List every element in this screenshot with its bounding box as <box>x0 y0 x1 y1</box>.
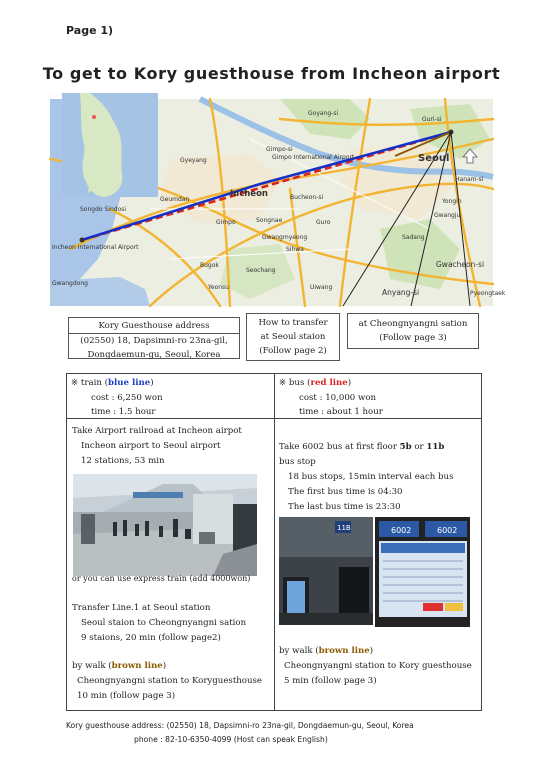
train-cost: cost : 6,250 won <box>91 393 163 403</box>
map-label-yongin: Yongin <box>442 198 462 205</box>
train-step1-detail2: 12 stations, 53 min <box>81 456 165 466</box>
map-label-incheon-airport: Incheon International Airport <box>52 244 139 251</box>
map-label-gimpo-airport: Gimpo International Airport <box>272 154 355 161</box>
train-step2-detail1: Seoul staion to Cheongnyangni sation <box>81 618 247 628</box>
brown-line-label-bus: brown line <box>318 646 370 656</box>
bus-gate-11b: 11b <box>426 442 445 452</box>
map-label-guri: Guri-si <box>422 116 442 123</box>
seoul-transfer-line2: at Seoul staion <box>260 332 326 342</box>
red-line-label: red line <box>310 378 348 388</box>
train-step2-title: Transfer Line.1 at Seoul station <box>72 603 211 613</box>
route-table <box>66 373 482 711</box>
bus-detail1: 18 bus stops, 15min interval each bus <box>288 472 454 482</box>
bus-time: time : about 1 hour <box>299 407 383 417</box>
map-label-guro: Guro <box>316 219 331 226</box>
bus-cost: cost : 10,000 won <box>299 393 377 403</box>
map-label-gwacheon: Gwacheon-si <box>436 260 485 269</box>
footer-phone: phone : 82-10-6350-4099 (Host can speak English) <box>134 735 328 744</box>
address-callout-line2: Dongdaemun-gu, Seoul, Korea <box>87 350 221 360</box>
train-walk-detail2: 10 min (follow page 3) <box>77 691 176 701</box>
train-walk-heading: by walk (brown line) <box>72 661 167 671</box>
map-label-sihwa: Sihwa <box>286 246 304 253</box>
bus-stop-sign-11b: 11B <box>337 524 351 532</box>
map-label-uiwang: Uiwang <box>310 284 333 291</box>
cheongnyangni-line1: at Cheongnyangni sation <box>358 319 468 329</box>
train-walk-detail1: Cheongnyangni station to Koryguesthouse <box>77 676 263 686</box>
map-label-gwangmyeong: Gwangmyeong <box>262 234 308 241</box>
seoul-transfer-line3: (Follow page 2) <box>259 346 327 356</box>
train-step1-detail1: Incheon airport to Seoul airport <box>81 441 221 451</box>
map-label-gimpo: Gimpo-si <box>266 146 293 153</box>
bus-walk-heading: by walk (brown line) <box>279 646 374 656</box>
page-label: Page 1) <box>66 24 114 37</box>
bus-screen-route-b: 6002 <box>437 526 458 535</box>
bus-detail2: The first bus time is 04:30 <box>288 487 403 497</box>
train-heading: ※ train (blue line) <box>71 378 154 388</box>
bus-gate-5b: 5b <box>399 442 412 452</box>
map-label-bugok: Bugok <box>200 262 219 269</box>
train-step2-detail2: 9 staions, 20 min (follow page2) <box>81 633 221 643</box>
map-label-songnae: Songnae <box>256 217 283 224</box>
bus-walk-detail2: 5 min (follow page 3) <box>284 676 377 686</box>
map-label-seoul: Seoul <box>418 153 450 164</box>
bus-walk-detail1: Cheongnyangni station to Kory guesthouse <box>284 661 472 671</box>
cheongnyangni-line2: (Follow page 3) <box>379 333 447 343</box>
map-label-hanam: Hanam-si <box>455 176 484 183</box>
address-callout-line1: (02550) 18, Dapsimni-ro 23na-gil, <box>80 336 228 346</box>
bus-take-line1: Take 6002 bus at first floor 5b or 11b <box>279 442 445 452</box>
map-label-sadang: Sadang <box>402 234 425 241</box>
map-label-geumdan: Geumdan <box>160 196 190 203</box>
bus-screen-route-a: 6002 <box>391 526 412 535</box>
map-label-pyeongtaek: Pyeongtaek <box>470 290 506 297</box>
express-train-note: or you can use express train (add 4000won) <box>72 574 251 583</box>
bus-stop-photo <box>279 517 373 625</box>
brown-line-label-train: brown line <box>111 661 163 671</box>
map-label-bucheon: Bucheon-si <box>290 194 324 201</box>
seoul-transfer-line1: How to transfer <box>258 318 328 328</box>
map-label-anyang: Anyang-si <box>382 288 420 297</box>
footer-address: Kory guesthouse address: (02550) 18, Dapsimni-ro 23na-gil, Dongdaemun-gu, Seoul, Korea <box>66 721 414 730</box>
cheongnyangni-callout <box>347 313 479 349</box>
address-callout <box>68 317 240 359</box>
map-label-gwangju: Gwangju <box>434 212 461 219</box>
route-map <box>50 99 506 306</box>
airport-station-photo <box>73 474 257 576</box>
bus-heading: ※ bus (red line) <box>279 378 352 388</box>
bus-info-screen-photo <box>375 517 470 627</box>
train-time: time : 1.5 hour <box>91 407 156 417</box>
seoul-transfer-callout <box>246 313 340 361</box>
blue-line-label: blue line <box>108 378 151 388</box>
map-label-yeonsu: Yeonsu <box>208 284 229 291</box>
map-label-gyeyang: Gyeyang <box>180 157 207 164</box>
train-step1-title: Take Airport railroad at Incheon airpot <box>72 426 242 436</box>
bus-take-line2: bus stop <box>279 457 316 467</box>
map-label-gwangdong: Gwangdong <box>52 280 88 287</box>
map-label-seochang: Seochang <box>246 267 276 274</box>
map-label-gimpo-city: Gimpo <box>216 219 236 226</box>
bus-detail3: The last bus time is 23:30 <box>288 502 401 512</box>
map-label-incheon: Incheon <box>230 189 268 199</box>
map-label-goyang: Goyang-si <box>308 110 339 117</box>
address-callout-title: Kory Guesthouse address <box>69 319 239 334</box>
page-title: To get to Kory guesthouse from Incheon airport <box>42 64 501 83</box>
map-label-songdo: Songdo Sindosi <box>80 206 127 213</box>
